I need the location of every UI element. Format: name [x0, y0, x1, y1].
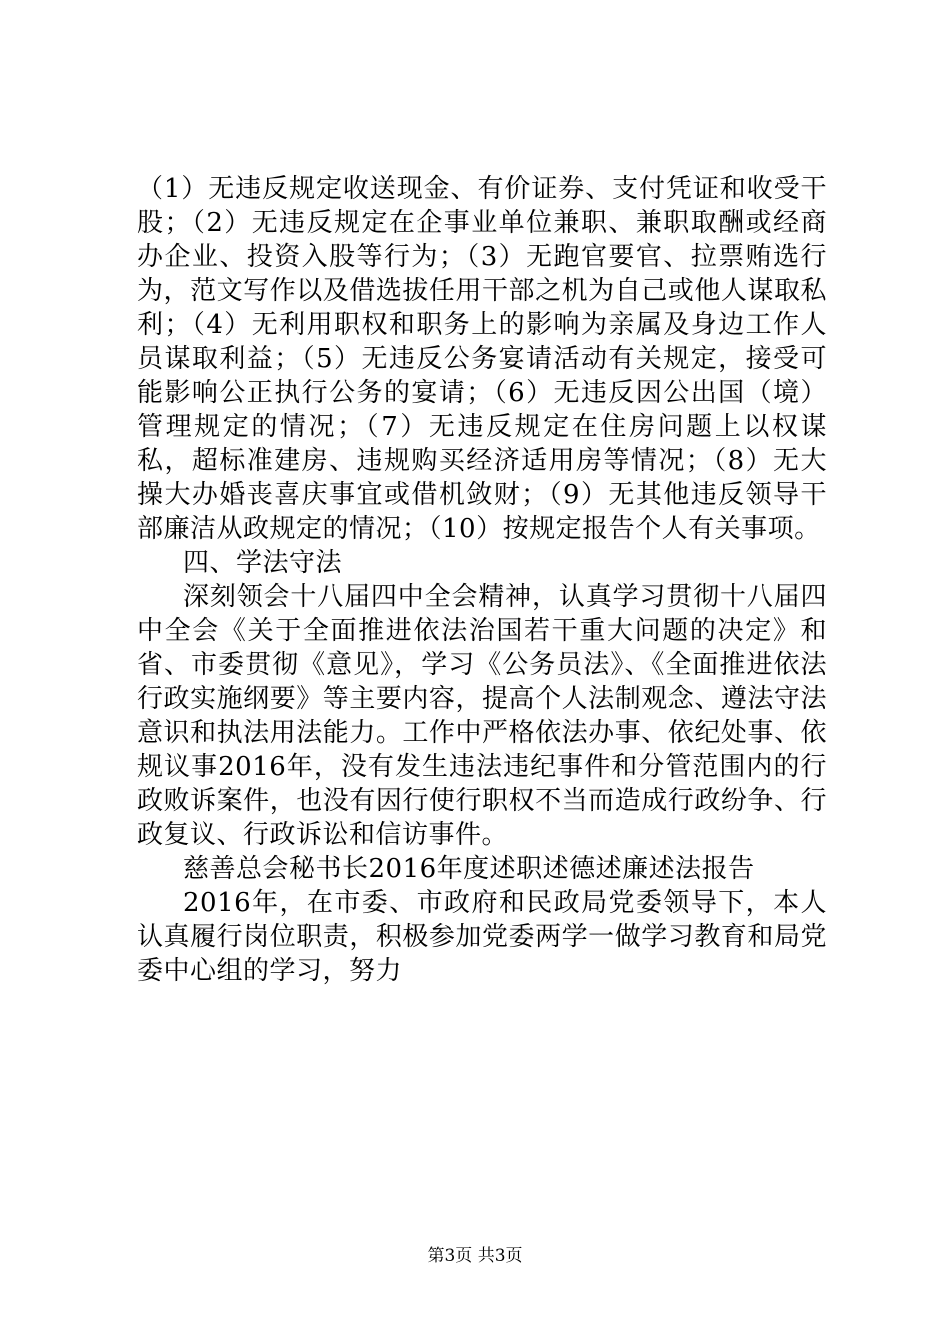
paragraph-report-intro: 2016年，在市委、市政府和民政局党委领导下，本人认真履行岗位职责，积极参加党委两学一做学习教育和局党委中心组的学习，努力 — [137, 888, 827, 986]
paragraph-integrity-items: （1）无违反规定收送现金、有价证券、支付凭证和收受干股；（2）无违反规定在企事业单位兼职、兼职取酬或经商办企业、投资入股等行为；（3）无跑官要官、拉票贿选行为，范文写作以及借选拔任用干部之机为自己或他人谋取私利；（4）无利用职权和职务上的影响为亲属及身边工作人员谋取利益；（5）无违反公务宴请活动有关规定，接受可能影响公正执行公务的宴请；（6）无违反因公出国（境）管理规定的情况；（7）无违反规定在住房问题上以权谋私，超标准建房、违规购买经济适用房等情况；（8）无大操大办婚丧喜庆事宜或借机敛财；（9）无其他违反领导干部廉洁从政规定的情况；（10）按规定报告个人有关事项。 — [137, 174, 827, 544]
paragraph-law-study: 深刻领会十八届四中全会精神，认真学习贯彻十八届四中全会《关于全面推进依法治国若干重大问题的决定》和省、市委贯彻《意见》，学习《公务员法》、《全面推进依法行政实施纲要》等主要内容，提高个人法制观念、遵法守法意识和执法用法能力。工作中严格依法办事、依纪处事、依规议事2016年，没有发生违法违纪事件和分管范围内的行政败诉案件，也没有因行使行职权不当而造成行政纷争、行政复议、行政诉讼和信访事件。 — [137, 582, 827, 850]
section-heading-law: 四、学法守法 — [183, 548, 343, 578]
report-title: 慈善总会秘书长2016年度述职述德述廉述法报告 — [183, 854, 755, 884]
document-body — [137, 172, 827, 988]
page-number-footer: 第3页 共3页 — [427, 1246, 523, 1266]
